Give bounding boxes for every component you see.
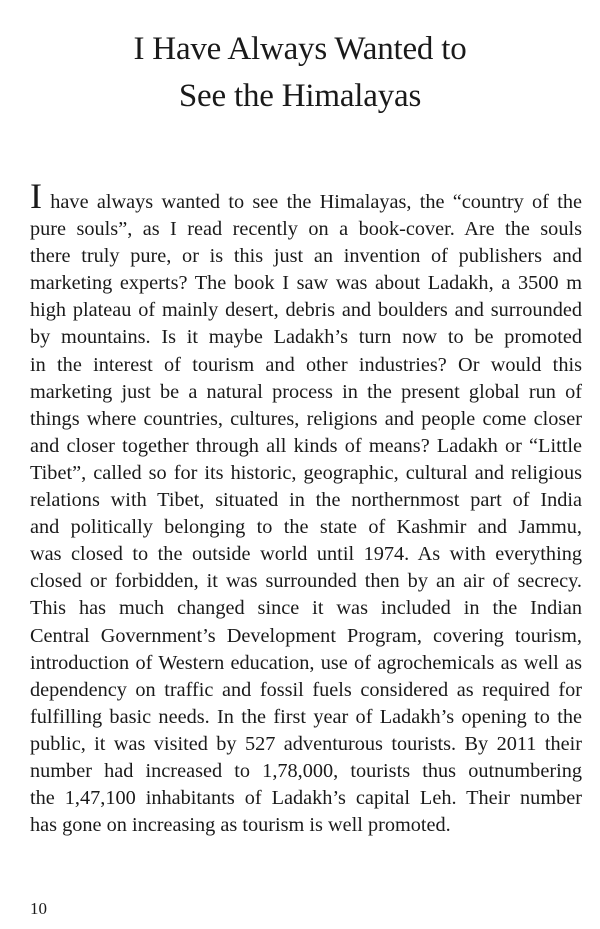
text-line-20: fulfilling basic needs. In the first year of Ladakh’s opening to the [30,705,582,728]
text-line-8: marketing just be a natural process in the present global run of [30,380,582,403]
drop-cap: I [30,176,42,216]
text-line-22: number had increased to 1,78,000, tourists thus outnumbering [30,759,582,782]
text-line-14: was closed to the outside world until 1974. As with everything [30,543,582,566]
text-line-10: and closer together through all kinds of means? Ladakh or “Little [30,434,582,457]
text-line-7: in the interest of tourism and other industries? Or would this [30,353,582,376]
text-line-19: dependency on traffic and fossil fuels considered as required for [30,678,582,701]
chapter-title-line-2: See the Himalayas [178,78,422,114]
text-line-6: by mountains. Is it maybe Ladakh’s turn now to be promoted [30,326,582,349]
text-line-12: relations with Tibet, situated in the northernmost part of India [30,489,582,512]
text-line-17: Central Government’s Development Program, covering tourism, [30,624,582,647]
body-paragraph [30,176,582,839]
text-line-23: the 1,47,100 inhabitants of Ladakh’s capital Leh. Their number [30,787,582,810]
text-line-21: public, it was visited by 527 adventurous tourists. By 2011 their [30,732,582,755]
text-line-9: things where countries, cultures, religions and people come closer [30,407,582,430]
text-line-3: there truly pure, or is this just an invention of publishers and [30,245,582,268]
text-line-1 [30,176,582,216]
chapter-title-line-1: I Have Always Wanted to [133,31,467,67]
text-line-5: high plateau of mainly desert, debris and boulders and surrounded [30,299,582,322]
text-line-1-rest: have always wanted to see the Himalayas, the “country of the [42,191,582,213]
text-line-13: and politically belonging to the state of Kashmir and Jammu, [30,516,582,539]
text-line-15: closed or forbidden, it was surrounded then by an air of secrecy. [30,570,582,593]
text-line-2: pure souls”, as I read recently on a book-cover. Are the souls [30,218,582,241]
text-line-16: This has much changed since it was included in the Indian [30,597,582,620]
text-line-18: introduction of Western education, use of agrochemicals as well as [30,651,582,674]
page-number: 10 [30,899,47,918]
text-line-11: Tibet”, called so for its historic, geographic, cultural and religious [30,461,582,484]
text-line-24: has gone on increasing as tourism is well promoted. [30,814,451,837]
chapter-title [40,26,560,120]
text-line-4: marketing experts? The book I saw was about Ladakh, a 3500 m [30,272,582,295]
